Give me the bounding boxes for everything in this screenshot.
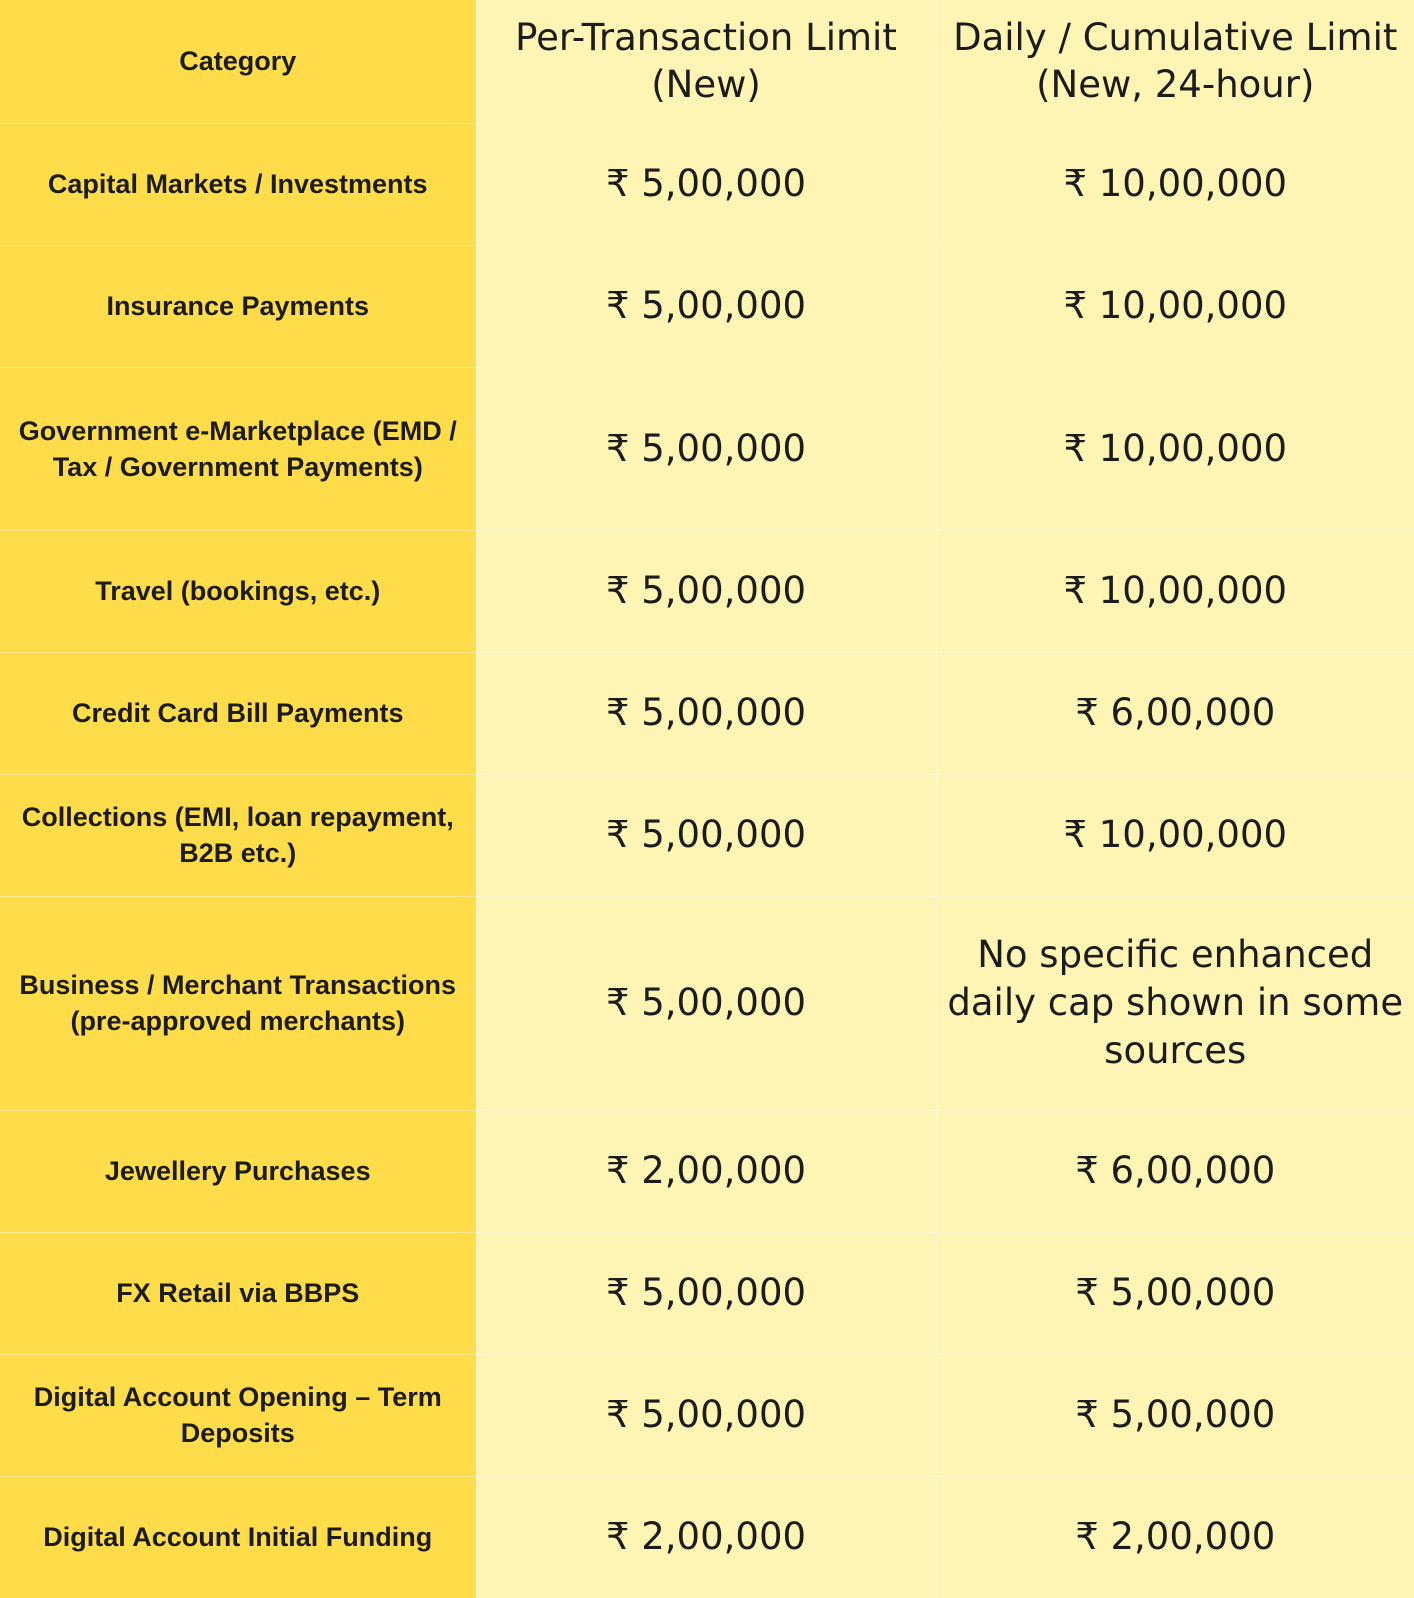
daily-limit-cell — [936, 245, 1414, 367]
category-cell — [0, 530, 476, 652]
category-line: Digital Account Initial Funding — [43, 1522, 433, 1553]
daily-limit-cell — [936, 367, 1414, 530]
per-transaction-value: ₹ 5,00,000 — [605, 981, 807, 1024]
per-transaction-value: ₹ 5,00,000 — [605, 162, 807, 205]
per-transaction-cell — [476, 896, 936, 1110]
table-row — [0, 245, 1414, 367]
per-transaction-value: ₹ 5,00,000 — [605, 284, 807, 327]
category-cell — [0, 1110, 476, 1232]
daily-limit-value: ₹ 5,00,000 — [1075, 1271, 1276, 1314]
daily-limit-line: daily cap shown in some — [947, 981, 1404, 1024]
header-category — [0, 0, 476, 123]
per-transaction-cell — [476, 245, 936, 367]
daily-limit-value: ₹ 10,00,000 — [1063, 284, 1288, 327]
daily-limit-cell — [936, 652, 1414, 774]
table-row — [0, 367, 1414, 530]
table-row — [0, 530, 1414, 652]
category-cell — [0, 1232, 476, 1354]
daily-limit-cell — [936, 774, 1414, 896]
category-cell — [0, 1354, 476, 1476]
per-transaction-value: ₹ 5,00,000 — [605, 1393, 807, 1436]
daily-limit-value: ₹ 6,00,000 — [1075, 1149, 1276, 1192]
table-row — [0, 774, 1414, 896]
daily-limit-cell — [936, 123, 1414, 245]
daily-limit-line: No specific enhanced — [977, 933, 1374, 976]
per-transaction-cell — [476, 123, 936, 245]
daily-limit-cell — [936, 1476, 1414, 1598]
category-cell — [0, 245, 476, 367]
per-transaction-value: ₹ 2,00,000 — [605, 1515, 807, 1559]
header-row — [0, 0, 1414, 123]
per-transaction-cell — [476, 1354, 936, 1476]
category-line: Capital Markets / Investments — [47, 169, 428, 199]
daily-limit-value: ₹ 5,00,000 — [1075, 1393, 1276, 1436]
daily-limit-value: ₹ 10,00,000 — [1063, 569, 1288, 612]
table-row — [0, 1354, 1414, 1476]
category-line: (pre-approved merchants) — [70, 1006, 406, 1036]
daily-limit-value: ₹ 10,00,000 — [1063, 813, 1288, 856]
table-row — [0, 896, 1414, 1110]
daily-limit-value: ₹ 2,00,000 — [1075, 1515, 1276, 1559]
category-cell — [0, 652, 476, 774]
per-transaction-value: ₹ 5,00,000 — [605, 1271, 807, 1314]
per-transaction-value: ₹ 5,00,000 — [605, 813, 807, 856]
daily-limit-cell — [936, 1232, 1414, 1354]
category-cell — [0, 896, 476, 1110]
header-daily-line2: (New, 24-hour) — [1036, 63, 1315, 107]
category-cell — [0, 1476, 476, 1598]
category-line: Collections (EMI, loan repayment, — [21, 802, 454, 832]
category-line: FX Retail via BBPS — [116, 1278, 360, 1308]
per-transaction-value: ₹ 5,00,000 — [605, 691, 807, 734]
category-cell — [0, 367, 476, 530]
category-line: Jewellery Purchases — [104, 1156, 371, 1186]
table-row — [0, 123, 1414, 245]
header-per-transaction-line1: Per-Transaction Limit — [515, 16, 897, 60]
per-transaction-cell — [476, 367, 936, 530]
header-daily-line1: Daily / Cumulative Limit — [953, 16, 1398, 60]
per-transaction-value: ₹ 2,00,000 — [605, 1149, 807, 1192]
per-transaction-value: ₹ 5,00,000 — [605, 569, 807, 612]
per-transaction-cell — [476, 1232, 936, 1354]
daily-limit-cell — [936, 896, 1414, 1110]
category-line: Tax / Government Payments) — [52, 451, 423, 482]
daily-limit-value: ₹ 6,00,000 — [1075, 691, 1276, 734]
header-per-transaction-limit — [476, 0, 936, 123]
category-line: Credit Card Bill Payments — [71, 698, 404, 728]
category-line: Travel (bookings, etc.) — [95, 576, 381, 606]
daily-limit-value: ₹ 10,00,000 — [1063, 426, 1288, 470]
category-line: Business / Merchant Transactions — [19, 970, 457, 1000]
daily-limit-value: ₹ 10,00,000 — [1063, 162, 1288, 205]
table-row — [0, 1232, 1414, 1354]
per-transaction-cell — [476, 1110, 936, 1232]
category-line: Insurance Payments — [106, 291, 370, 321]
category-line: B2B etc.) — [179, 838, 297, 868]
category-line: Digital Account Opening – Term — [33, 1382, 442, 1412]
header-per-transaction-line2: (New) — [651, 63, 761, 107]
per-transaction-cell — [476, 652, 936, 774]
per-transaction-value: ₹ 5,00,000 — [605, 426, 807, 470]
table-row — [0, 652, 1414, 774]
per-transaction-cell — [476, 1476, 936, 1598]
per-transaction-cell — [476, 530, 936, 652]
header-category-label: Category — [179, 46, 297, 77]
category-line: Deposits — [180, 1418, 295, 1448]
daily-limit-cell — [936, 530, 1414, 652]
table-row — [0, 1476, 1414, 1598]
category-cell — [0, 123, 476, 245]
header-daily-cumulative-limit — [936, 0, 1414, 123]
table-row — [0, 1110, 1414, 1232]
daily-limit-cell — [936, 1110, 1414, 1232]
category-cell — [0, 774, 476, 896]
category-line: Government e-Marketplace (EMD / — [18, 415, 457, 446]
per-transaction-cell — [476, 774, 936, 896]
daily-limit-cell — [936, 1354, 1414, 1476]
daily-limit-line: sources — [1104, 1029, 1247, 1072]
